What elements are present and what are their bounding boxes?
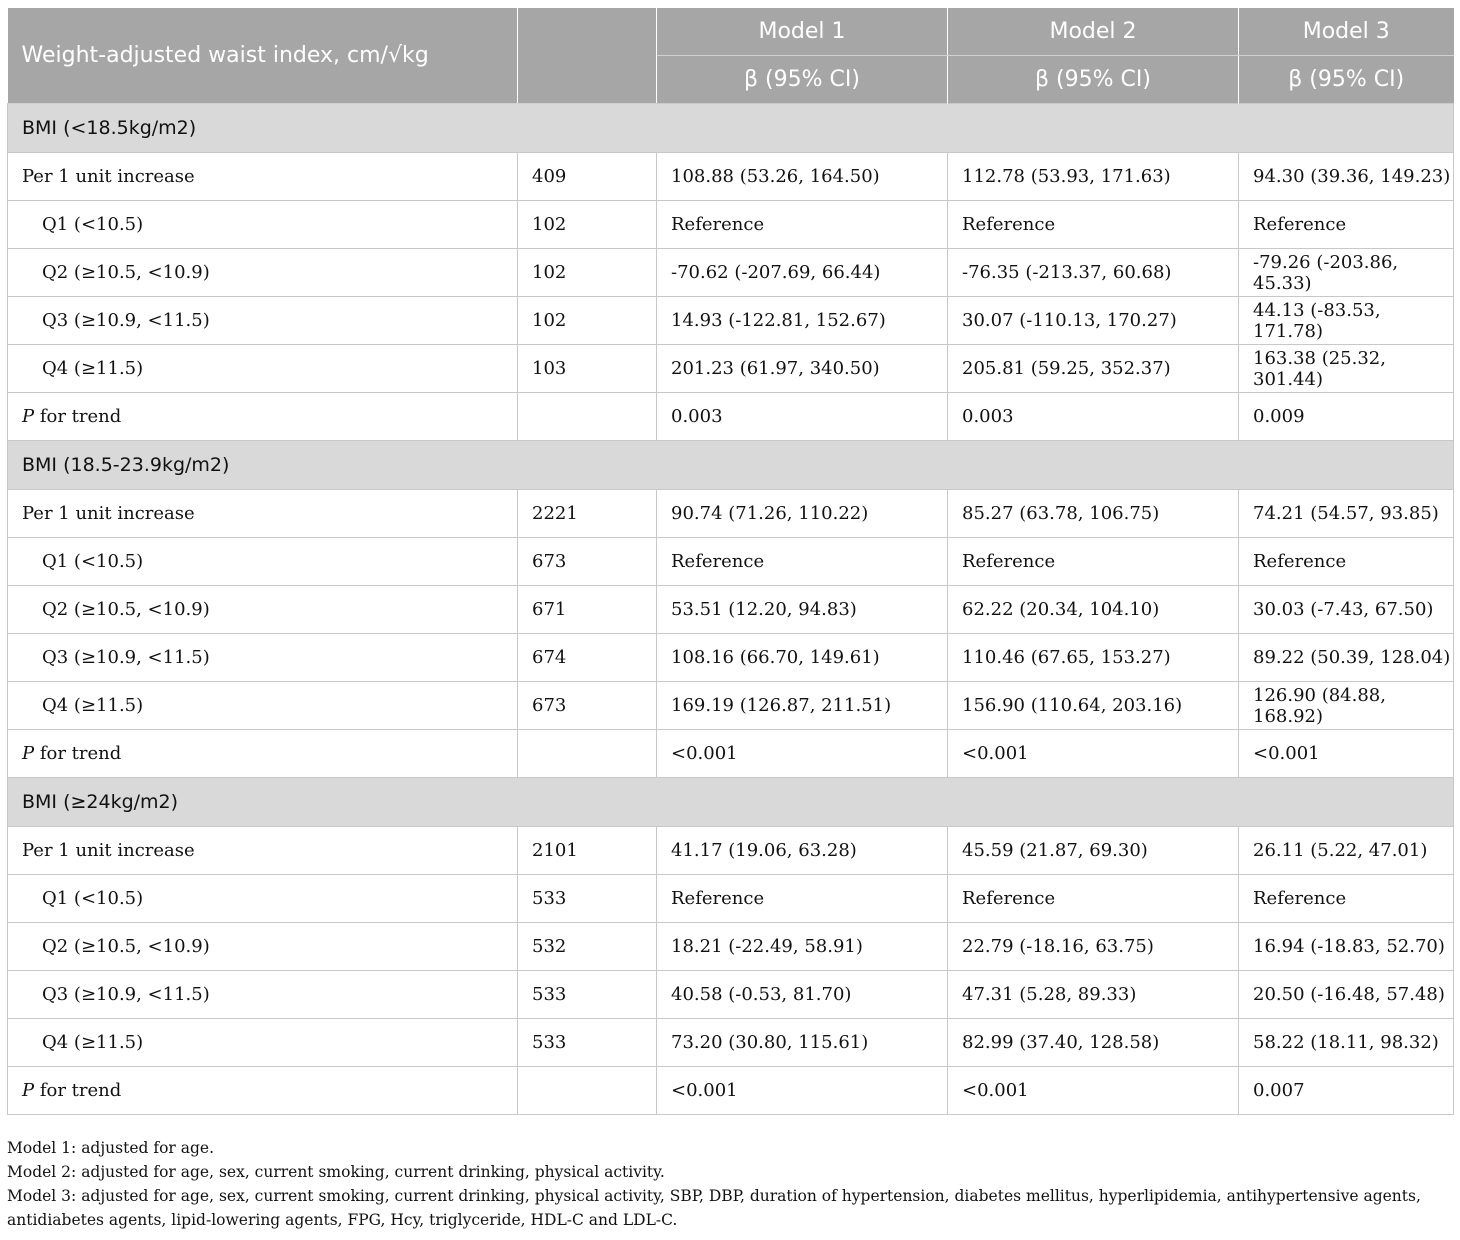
- row-label: [8, 393, 518, 441]
- row-model-1-value: 53.51 (12.20, 94.83): [657, 586, 948, 634]
- table-row: [8, 1067, 1454, 1115]
- row-label: [8, 297, 518, 345]
- section-header-row: [8, 441, 1454, 490]
- row-model-2-value: Reference: [948, 875, 1239, 923]
- row-label-text: Q4 (≥11.5): [42, 1032, 144, 1053]
- row-n-value: 103: [518, 345, 657, 393]
- row-n-value: 2101: [518, 827, 657, 875]
- table-row: [8, 153, 1454, 201]
- row-label-italic: P: [22, 1080, 35, 1101]
- row-model-2-value: 62.22 (20.34, 104.10): [948, 586, 1239, 634]
- row-model-2-value: -76.35 (-213.37, 60.68): [948, 249, 1239, 297]
- row-model-1-value: Reference: [657, 538, 948, 586]
- row-model-2-value: Reference: [948, 201, 1239, 249]
- footnote-model-3: Model 3: adjusted for age, sex, current smoking, current drinking, physical activity, SBP, DBP, duration of hypertension, diabetes mellitus, hyperlipidemia, antihypertensive agents, antidiabetes agents, lipid-lowering agents, FPG, Hcy, triglyceride, HDL-C and LDL-C.: [7, 1187, 1421, 1229]
- row-label: [8, 971, 518, 1019]
- row-label-text: Q2 (≥10.5, <10.9): [42, 936, 210, 957]
- row-model-1-value: 108.88 (53.26, 164.50): [657, 153, 948, 201]
- section-label: BMI (<18.5kg/m2): [8, 104, 1454, 153]
- row-model-1-value: Reference: [657, 201, 948, 249]
- row-label: [8, 634, 518, 682]
- table-row: [8, 201, 1454, 249]
- table-row: [8, 634, 1454, 682]
- row-model-1-value: 40.58 (-0.53, 81.70): [657, 971, 948, 1019]
- row-label: [8, 923, 518, 971]
- row-model-1-value: <0.001: [657, 730, 948, 778]
- header-stat-model-3: β (95% CI): [1239, 56, 1454, 104]
- row-label: [8, 682, 518, 730]
- row-model-3-value: 58.22 (18.11, 98.32): [1239, 1019, 1454, 1067]
- row-model-3-value: 94.30 (39.36, 149.23): [1239, 153, 1454, 201]
- footnote-model-1: Model 1: adjusted for age.: [7, 1139, 215, 1157]
- row-model-2-value: 156.90 (110.64, 203.16): [948, 682, 1239, 730]
- row-n-value: 102: [518, 297, 657, 345]
- section-label: BMI (≥24kg/m2): [8, 778, 1454, 827]
- row-model-2-value: <0.001: [948, 1067, 1239, 1115]
- header-model-1: Model 1: [657, 8, 948, 56]
- row-model-3-value: 30.03 (-7.43, 67.50): [1239, 586, 1454, 634]
- row-model-1-value: 14.93 (-122.81, 152.67): [657, 297, 948, 345]
- row-label-text: for trend: [34, 1080, 122, 1101]
- row-model-1-value: 90.74 (71.26, 110.22): [657, 490, 948, 538]
- row-n-value: 102: [518, 249, 657, 297]
- table-row: [8, 827, 1454, 875]
- row-label-text: Q1 (<10.5): [42, 214, 144, 235]
- table-body: [8, 104, 1454, 1115]
- row-n-value: 102: [518, 201, 657, 249]
- header-title: Weight-adjusted waist index, cm/√kg: [8, 8, 518, 104]
- row-model-3-value: 126.90 (84.88, 168.92): [1239, 682, 1454, 730]
- row-model-1-value: 41.17 (19.06, 63.28): [657, 827, 948, 875]
- row-model-3-value: 16.94 (-18.83, 52.70): [1239, 923, 1454, 971]
- row-label: [8, 586, 518, 634]
- row-n-value: [518, 1067, 657, 1115]
- header-stat-model-1: β (95% CI): [657, 56, 948, 104]
- row-label: [8, 345, 518, 393]
- row-label-text: Per 1 unit increase: [22, 503, 195, 524]
- row-model-3-value: 89.22 (50.39, 128.04): [1239, 634, 1454, 682]
- row-model-1-value: 0.003: [657, 393, 948, 441]
- header-stat-model-2: β (95% CI): [948, 56, 1239, 104]
- row-label-text: Q3 (≥10.9, <11.5): [42, 310, 210, 331]
- row-model-1-value: 18.21 (-22.49, 58.91): [657, 923, 948, 971]
- row-model-2-value: 30.07 (-110.13, 170.27): [948, 297, 1239, 345]
- row-model-2-value: <0.001: [948, 730, 1239, 778]
- row-label-text: Q4 (≥11.5): [42, 695, 144, 716]
- row-model-3-value: 163.38 (25.32, 301.44): [1239, 345, 1454, 393]
- row-model-3-value: 26.11 (5.22, 47.01): [1239, 827, 1454, 875]
- row-n-value: [518, 393, 657, 441]
- row-label: [8, 490, 518, 538]
- row-label: [8, 1019, 518, 1067]
- footnote-model-2: Model 2: adjusted for age, sex, current smoking, current drinking, physical activity.: [7, 1163, 665, 1181]
- row-n-value: 671: [518, 586, 657, 634]
- row-model-3-value: <0.001: [1239, 730, 1454, 778]
- row-model-2-value: 205.81 (59.25, 352.37): [948, 345, 1239, 393]
- row-label-text: for trend: [34, 406, 122, 427]
- row-label-text: Q3 (≥10.9, <11.5): [42, 647, 210, 668]
- row-model-1-value: Reference: [657, 875, 948, 923]
- row-model-1-value: <0.001: [657, 1067, 948, 1115]
- table-row: [8, 490, 1454, 538]
- row-model-2-value: Reference: [948, 538, 1239, 586]
- row-model-3-value: Reference: [1239, 538, 1454, 586]
- row-label: [8, 153, 518, 201]
- row-model-1-value: 201.23 (61.97, 340.50): [657, 345, 948, 393]
- row-label-italic: P: [22, 406, 35, 427]
- section-header-row: [8, 778, 1454, 827]
- row-label-text: for trend: [34, 743, 122, 764]
- row-n-value: 532: [518, 923, 657, 971]
- row-model-3-value: 44.13 (-83.53, 171.78): [1239, 297, 1454, 345]
- header-model-2: Model 2: [948, 8, 1239, 56]
- row-model-3-value: -79.26 (-203.86, 45.33): [1239, 249, 1454, 297]
- table-row: [8, 1019, 1454, 1067]
- table-row: [8, 730, 1454, 778]
- table-footnotes: [7, 1136, 1453, 1232]
- row-label-text: Q3 (≥10.9, <11.5): [42, 984, 210, 1005]
- row-model-1-value: 169.19 (126.87, 211.51): [657, 682, 948, 730]
- row-label-text: Per 1 unit increase: [22, 166, 195, 187]
- row-label: [8, 538, 518, 586]
- row-n-value: 673: [518, 682, 657, 730]
- row-model-2-value: 110.46 (67.65, 153.27): [948, 634, 1239, 682]
- row-label: [8, 730, 518, 778]
- row-model-1-value: 108.16 (66.70, 149.61): [657, 634, 948, 682]
- header-n-column: [518, 8, 657, 104]
- table-row: [8, 297, 1454, 345]
- row-label: [8, 1067, 518, 1115]
- row-model-3-value: 74.21 (54.57, 93.85): [1239, 490, 1454, 538]
- row-n-value: 409: [518, 153, 657, 201]
- table-row: [8, 345, 1454, 393]
- row-n-value: 533: [518, 1019, 657, 1067]
- row-model-2-value: 112.78 (53.93, 171.63): [948, 153, 1239, 201]
- row-model-2-value: 47.31 (5.28, 89.33): [948, 971, 1239, 1019]
- table-row: [8, 682, 1454, 730]
- table-row: [8, 393, 1454, 441]
- row-model-2-value: 85.27 (63.78, 106.75): [948, 490, 1239, 538]
- row-label: [8, 827, 518, 875]
- row-model-2-value: 45.59 (21.87, 69.30): [948, 827, 1239, 875]
- row-n-value: 533: [518, 875, 657, 923]
- row-model-3-value: 0.009: [1239, 393, 1454, 441]
- row-model-3-value: Reference: [1239, 201, 1454, 249]
- row-label-text: Q2 (≥10.5, <10.9): [42, 599, 210, 620]
- row-n-value: 674: [518, 634, 657, 682]
- row-label-text: Per 1 unit increase: [22, 840, 195, 861]
- row-label-text: Q1 (<10.5): [42, 888, 144, 909]
- table-row: [8, 586, 1454, 634]
- table-row: [8, 538, 1454, 586]
- row-label: [8, 875, 518, 923]
- row-n-value: 673: [518, 538, 657, 586]
- row-model-3-value: 0.007: [1239, 1067, 1454, 1115]
- section-header-row: [8, 104, 1454, 153]
- row-label: [8, 201, 518, 249]
- table-row: [8, 971, 1454, 1019]
- section-label: BMI (18.5-23.9kg/m2): [8, 441, 1454, 490]
- row-n-value: [518, 730, 657, 778]
- row-model-3-value: 20.50 (-16.48, 57.48): [1239, 971, 1454, 1019]
- table-row: [8, 923, 1454, 971]
- table-row: [8, 249, 1454, 297]
- table-header: [8, 8, 1454, 104]
- row-label: [8, 249, 518, 297]
- row-label-italic: P: [22, 743, 35, 764]
- row-n-value: 2221: [518, 490, 657, 538]
- row-n-value: 533: [518, 971, 657, 1019]
- results-table: [7, 8, 1454, 1115]
- row-model-2-value: 0.003: [948, 393, 1239, 441]
- row-label-text: Q4 (≥11.5): [42, 358, 144, 379]
- row-label-text: Q1 (<10.5): [42, 551, 144, 572]
- row-model-1-value: -70.62 (-207.69, 66.44): [657, 249, 948, 297]
- row-model-3-value: Reference: [1239, 875, 1454, 923]
- header-model-3: Model 3: [1239, 8, 1454, 56]
- row-label-text: Q2 (≥10.5, <10.9): [42, 262, 210, 283]
- row-model-2-value: 22.79 (-18.16, 63.75): [948, 923, 1239, 971]
- results-table-container: [7, 8, 1453, 1115]
- row-model-2-value: 82.99 (37.40, 128.58): [948, 1019, 1239, 1067]
- table-row: [8, 875, 1454, 923]
- row-model-1-value: 73.20 (30.80, 115.61): [657, 1019, 948, 1067]
